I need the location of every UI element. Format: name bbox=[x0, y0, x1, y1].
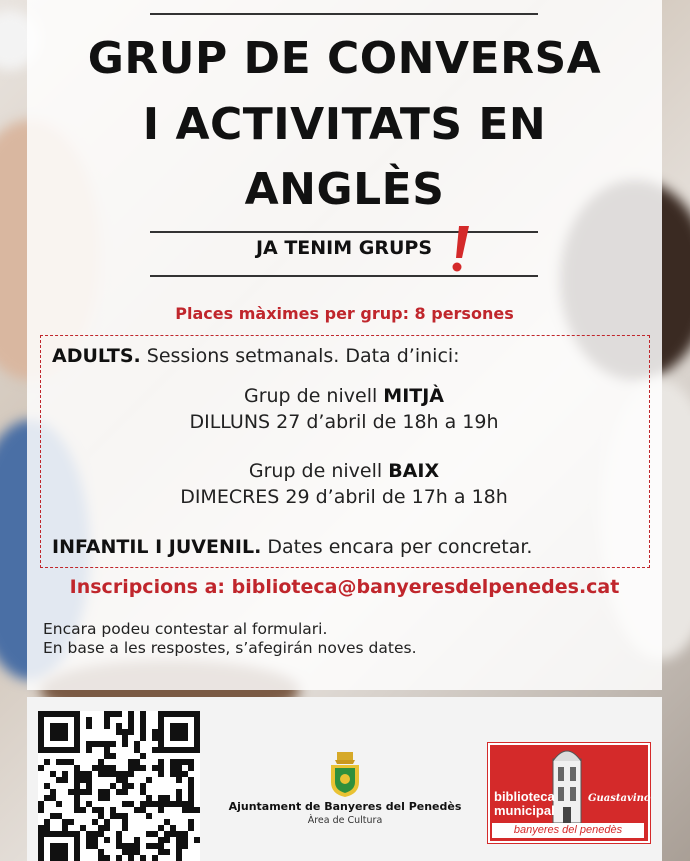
subtitle-divider-bottom bbox=[150, 275, 538, 277]
group1-title bbox=[40, 385, 648, 407]
kids-label: INFANTIL I JUVENIL. bbox=[52, 536, 262, 558]
library-line-1: biblioteca bbox=[494, 789, 555, 804]
top-divider bbox=[150, 13, 538, 15]
library-signature: Guastavino bbox=[588, 793, 651, 804]
kids-text: Dates encara per concretar. bbox=[261, 536, 533, 558]
max-places: Places màximes per grup: 8 persones bbox=[175, 304, 514, 323]
title-line-3: ANGLÈS bbox=[244, 164, 445, 215]
group1-prefix: Grup de nivell bbox=[243, 385, 384, 407]
group2-prefix: Grup de nivell bbox=[248, 460, 389, 482]
group1-schedule: DILLUNS 27 d’abril de 18h a 19h bbox=[189, 411, 499, 433]
group1-level: MITJÀ bbox=[383, 385, 445, 407]
library-line-2: municipal bbox=[494, 803, 555, 818]
title-line-2: I ACTIVITATS EN bbox=[142, 99, 547, 150]
library-line-3: banyeres del penedès bbox=[492, 823, 644, 838]
note-line-2: En base a les respostes, s’afegirán noves dates. bbox=[43, 639, 417, 657]
town-name: Ajuntament de Banyeres del Penedès bbox=[228, 800, 462, 813]
note-line-1: Encara podeu contestar al formulari. bbox=[43, 620, 328, 638]
group2-schedule: DIMECRES 29 d’abril de 17h a 18h bbox=[180, 486, 508, 508]
group2-title bbox=[40, 460, 648, 482]
signup-email[interactable]: Inscripcions a: biblioteca@banyeresdelpenedes.cat bbox=[69, 576, 620, 598]
subtitle-divider-top bbox=[150, 231, 538, 233]
adults-row bbox=[52, 345, 460, 367]
adults-text: Sessions setmanals. Data d’inici: bbox=[140, 345, 460, 367]
group2-level: BAIX bbox=[388, 460, 440, 482]
library-building-icon bbox=[550, 747, 584, 825]
exclamation-icon bbox=[446, 224, 476, 274]
title-line-1: GRUP DE CONVERSA bbox=[87, 33, 602, 84]
library-logo bbox=[488, 743, 650, 843]
subtitle: JA TENIM GRUPS bbox=[255, 237, 433, 259]
kids-row bbox=[52, 536, 532, 558]
qr-code-icon[interactable] bbox=[38, 711, 200, 861]
town-area: Àrea de Cultura bbox=[307, 815, 383, 826]
schedule-box bbox=[40, 335, 650, 568]
town-crest-icon bbox=[328, 752, 362, 798]
adults-label: ADULTS. bbox=[52, 345, 141, 367]
